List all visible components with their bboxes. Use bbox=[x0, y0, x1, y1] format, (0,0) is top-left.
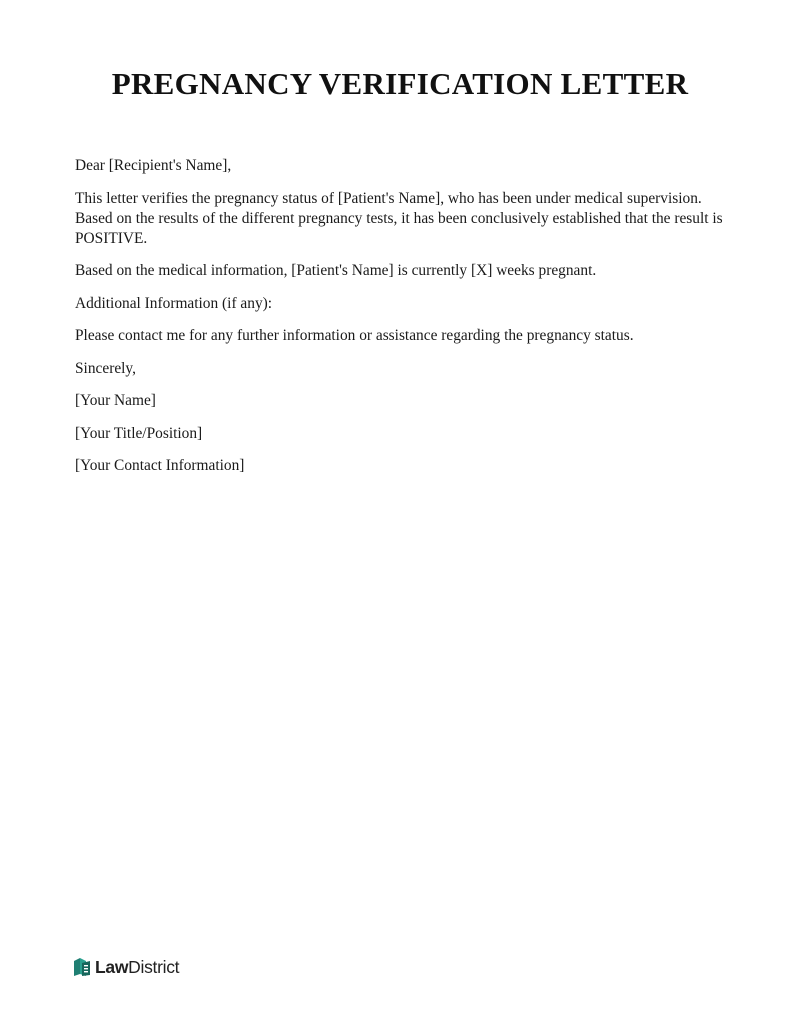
additional-info-line: Additional Information (if any): bbox=[75, 294, 273, 312]
lawdistrict-logo bbox=[73, 955, 179, 979]
closing: Sincerely, bbox=[75, 359, 136, 377]
lawdistrict-logo-icon bbox=[73, 957, 91, 977]
logo-district: District bbox=[128, 956, 180, 977]
signer-contact: [Your Contact Information] bbox=[75, 457, 245, 474]
salutation: Dear [Recipient's Name], bbox=[75, 157, 232, 174]
signer-title: [Your Title/Position] bbox=[75, 424, 203, 442]
logo-law: Law bbox=[95, 956, 129, 977]
logo-wordmark bbox=[95, 957, 179, 978]
verification-paragraph: This letter verifies the pregnancy status of [Patient's Name], who has been under medical supervision. Based on the results of the different pregnancy tests, it has been conclusively established that the result is POSITIVE. bbox=[75, 189, 723, 247]
contact-paragraph: Please contact me for any further information or assistance regarding the pregnancy status. bbox=[75, 327, 634, 344]
signer-name: [Your Name] bbox=[75, 392, 156, 409]
letter-body bbox=[75, 156, 725, 489]
letter-title: PREGNANCY VERIFICATION LETTER bbox=[111, 66, 689, 101]
gestation-paragraph: Based on the medical information, [Patient's Name] is currently [X] weeks pregnant. bbox=[75, 262, 597, 279]
